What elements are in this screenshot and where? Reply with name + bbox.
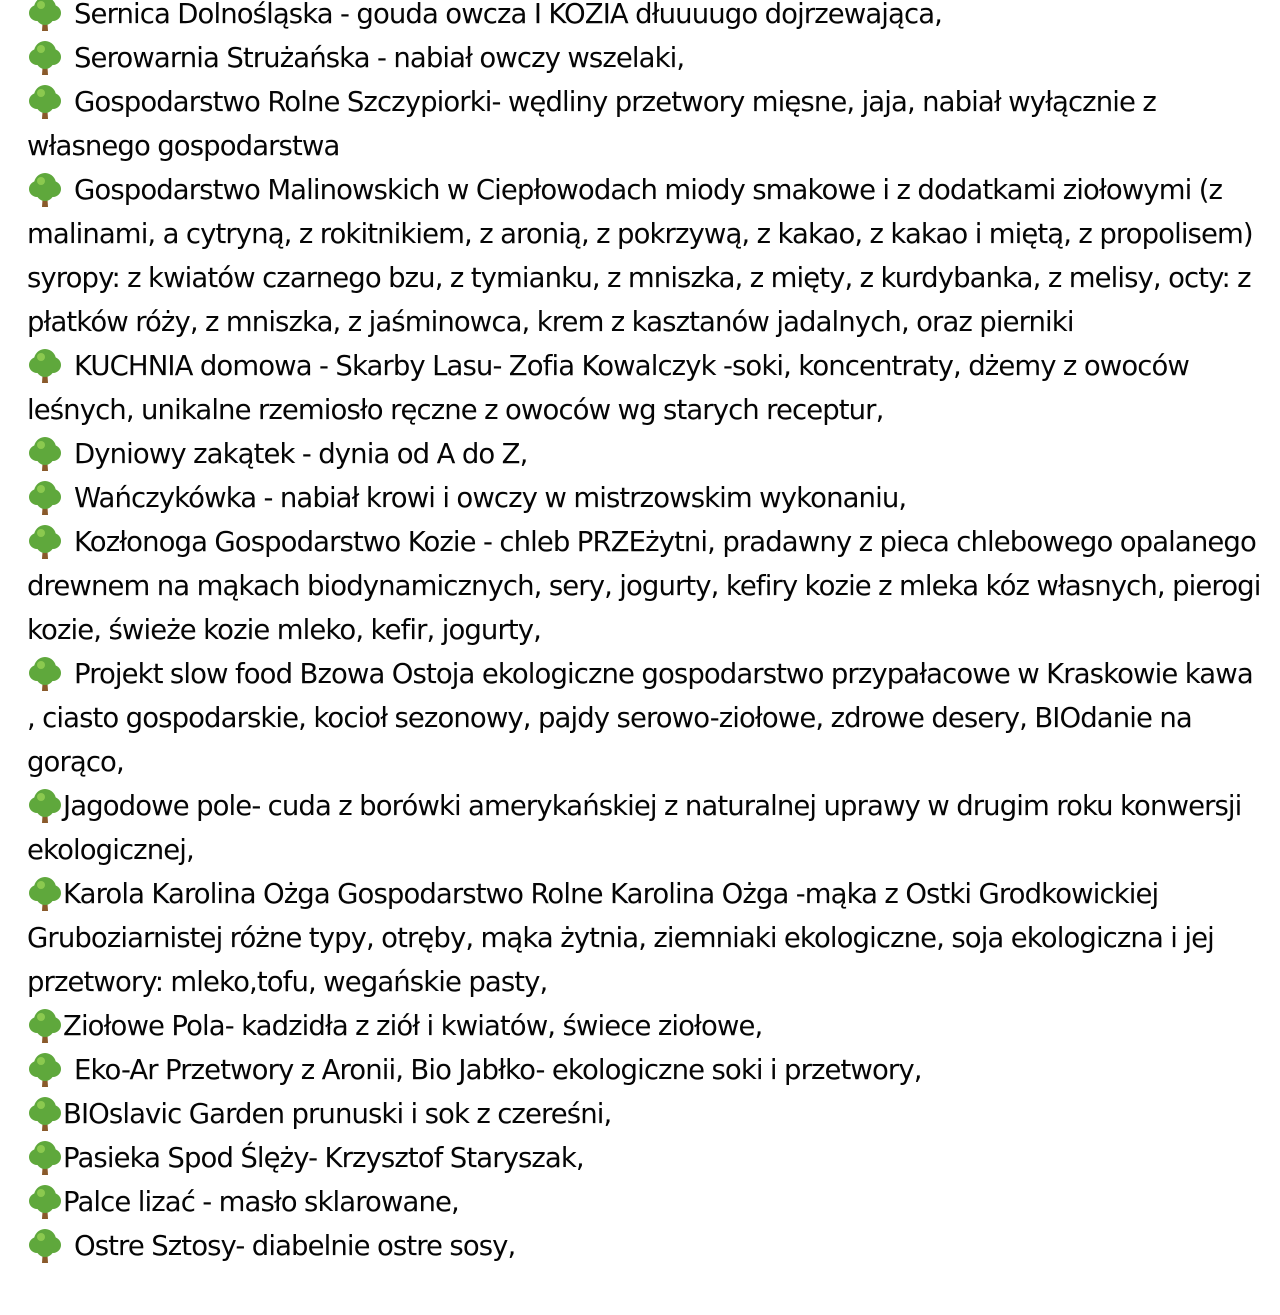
list-item [27,36,1267,80]
list-item-text: Ziołowe Pola- kadzidła z ziół i kwiatów, świece ziołowe, [63,1010,763,1042]
list-item [27,652,1267,784]
list-item [27,1092,1267,1136]
list-item [27,80,1267,168]
list-item [27,432,1267,476]
tree-icon [27,656,63,692]
list-item-text: Eko-Ar Przetwory z Aronii, Bio Jabłko- ekologiczne soki i przetwory, [74,1054,922,1086]
tree-icon [27,1184,63,1220]
list-item [27,1224,1267,1268]
list-item-text: Ostre Sztosy- diabelnie ostre sosy, [74,1230,516,1262]
list-item [27,476,1267,520]
tree-icon [27,876,63,912]
list-item [27,0,1267,36]
list-item-text: Gospodarstwo Rolne Szczypiorki- wędliny przetwory mięsne, jaja, nabiał wyłącznie z własnego gospodarstwa [27,86,1156,162]
list-item-text: Wańczykówka - nabiał krowi i owczy w mistrzowskim wykonaniu, [74,482,907,514]
list-item [27,344,1267,432]
tree-icon [27,480,63,516]
tree-icon [27,1096,63,1132]
tree-icon [27,1008,63,1044]
tree-icon [27,436,63,472]
list-item-text: KUCHNIA domowa - Skarby Lasu- Zofia Kowalczyk -soki, koncentraty, dżemy z owoców leśnych, unikalne rzemiosło ręczne z owoców wg starych receptur, [27,350,1189,426]
list-item-text: Serowarnia Strużańska - nabiał owczy wszelaki, [74,42,685,74]
tree-icon [27,172,63,208]
tree-icon [27,0,63,32]
list-item-text: Dyniowy zakątek - dynia od A do Z, [74,438,528,470]
list-item [27,784,1267,872]
list-item-text: Sernica Dolnośląska - gouda owcza I KOZIA dłuuuugo dojrzewająca, [74,0,943,30]
list-item-text: Gospodarstwo Malinowskich w Ciepłowodach miody smakowe i z dodatkami ziołowymi (z malinami, a cytryną, z rokitnikiem, z aronią, z pokrzywą, z kakao, z kakao i miętą, z propolisem) syropy: z kwiatów czarnego bzu, z tymianku, z mniszka, z mięty, z kurdybanka, z melisy, octy: z płatków róży, z mniszka, z jaśminowca, krem z kasztanów jadalnych, oraz pierniki [27,174,1253,338]
tree-icon [27,84,63,120]
tree-icon [27,524,63,560]
list-item-text: Jagodowe pole- cuda z borówki amerykańskiej z naturalnej uprawy w drugim roku konwersji ekologicznej, [27,790,1242,866]
list-item [27,520,1267,652]
list-item-text: Pasieka Spod Ślęży- Krzysztof Staryszak, [63,1142,584,1174]
tree-icon [27,788,63,824]
list-item [27,1136,1267,1180]
tree-icon [27,40,63,76]
tree-icon [27,1228,63,1264]
list-item [27,872,1267,1004]
post-body [27,0,1267,1268]
list-item [27,168,1267,344]
list-item-text: Palce lizać - masło sklarowane, [63,1186,459,1218]
list-item-text: Kozłonoga Gospodarstwo Kozie - chleb PRZEżytni, pradawny z pieca chlebowego opalanego drewnem na mąkach biodynamicznych, sery, jogurty, kefiry kozie z mleka kóz własnych, pierogi kozie, świeże kozie mleko, kefir, jogurty, [27,526,1261,646]
tree-icon [27,1052,63,1088]
list-item [27,1004,1267,1048]
list-item-text: Projekt slow food Bzowa Ostoja ekologiczne gospodarstwo przypałacowe w Kraskowie kawa , ciasto gospodarskie, kocioł sezonowy, pajdy serowo-ziołowe, zdrowe desery, BIOdanie na gorąco, [27,658,1253,778]
list-item-text: BIOslavic Garden prunuski i sok z czereśni, [63,1098,612,1130]
list-item-text: Karola Karolina Ożga Gospodarstwo Rolne Karolina Ożga -mąka z Ostki Grodkowickiej Gruboziarnistej różne typy, otręby, mąka żytnia, ziemniaki ekologiczne, soja ekologiczna i jej przetwory: mleko,tofu, wegańskie pasty, [27,878,1214,998]
tree-icon [27,1140,63,1176]
tree-icon [27,348,63,384]
list-item [27,1048,1267,1092]
list-item [27,1180,1267,1224]
